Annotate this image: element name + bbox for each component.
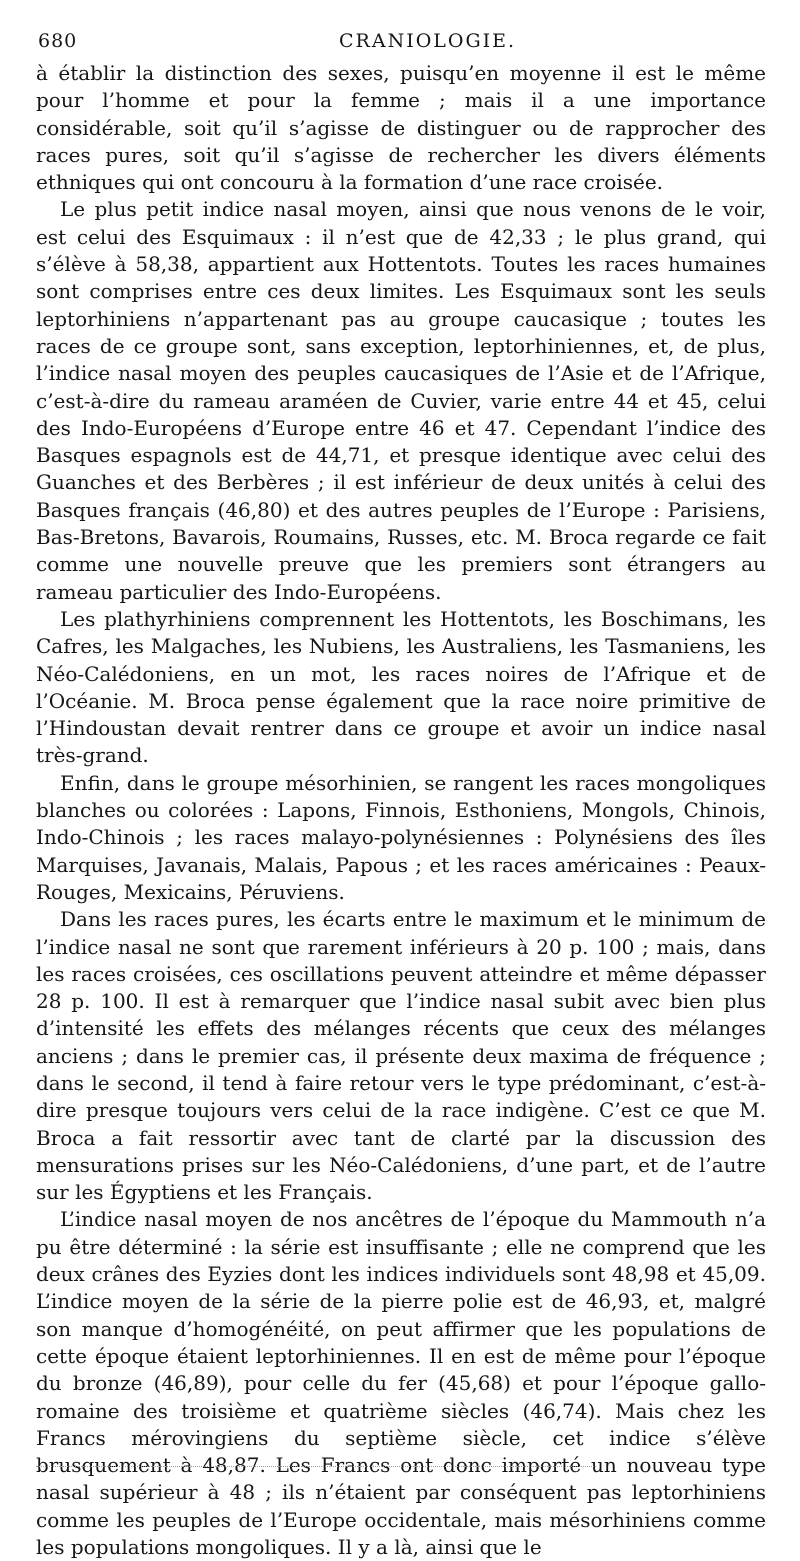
paragraph: Dans les races pures, les écarts entre le maximum et le minimum de l’indice nasal ne sont que rarement inférieurs à 20 p. 100 ; mais, dans les races croisées, ces oscillations peuvent atteindre et même dépasser 28 p. 100. Il est à remarquer que l’indice nasal subit avec bien plus d’intensité les effets des mélanges récents que ceux des mélanges anciens ; dans le premier cas, il présente deux maxima de fréquence ; dans le second, il tend à faire retour vers le type prédominant, c’est-à-dire presque toujours vers celui de la race indigène. C’est ce que M. Broca a fait ressortir avec tant de clarté par la discussion des mensurations prises sur les Néo-Calédoniens, d’une part, et de l’autre sur les Égyptiens et les Français. (36, 907, 766, 1205)
page-number: 680 (38, 30, 78, 52)
book-page (36, 0, 766, 1561)
footer-rule (36, 1466, 596, 1467)
body-text (36, 60, 766, 1561)
paragraph: Le plus petit indice nasal moyen, ainsi que nous venons de le voir, est celui des Esquimaux : il n’est que de 42,33 ; le plus grand, qui s’élève à 58,38, appartient aux Hottentots. Toutes les races humaines sont comprises entre ces deux limites. Les Esquimaux sont les seuls leptorhiniens n’appartenant pas au groupe caucasique ; toutes les races de ce groupe sont, sans exception, leptorhiniennes, et, de plus, l’indice nasal moyen des peuples caucasiques de l’Asie et de l’Afrique, c’est-à-dire du rameau araméen de Cuvier, varie entre 44 et 45, celui des Indo-Européens d’Europe entre 46 et 47. Cependant l’indice des Basques espagnols est de 44,71, et presque identique avec celui des Guanches et des Berbères ; il est inférieur de deux unités à celui des Basques français (46,80) et des autres peuples de l’Europe : Parisiens, Bas-Bretons, Bavarois, Roumains, Russes, etc. M. Broca regarde ce fait comme une nouvelle preuve que les premiers sont étrangers au rameau particulier des Indo-Européens. (36, 197, 766, 604)
paragraph-continued: à établir la distinction des sexes, puisqu’en moyenne il est le même pour l’homme et pour la femme ; mais il a une importance considérable, soit qu’il s’agisse de distinguer ou de rapprocher des races pures, soit qu’il s’agisse de rechercher les divers éléments ethniques qui ont concouru à la formation d’une race croisée. (36, 61, 766, 195)
page-header (36, 0, 766, 52)
paragraph: Enfin, dans le groupe mésorhinien, se rangent les races mongoliques blanches ou colorées : Lapons, Finnois, Esthoniens, Mongols, Chinois, Indo-Chinois ; les races malayo-polynésiennes : Polynésiens des îles Marquises, Javanais, Malais, Papous ; et les races américaines : Peaux-Rouges, Mexicains, Péruviens. (36, 770, 766, 904)
paragraph: Les plathyrhiniens comprennent les Hottentots, les Boschimans, les Cafres, les Malgaches, les Nubiens, les Australiens, les Tasmaniens, les Néo-Calédoniens, en un mot, les races noires de l’Afrique et de l’Océanie. M. Broca pense également que la race noire primitive de l’Hindoustan devait rentrer dans ce groupe et avoir un indice nasal très-grand. (36, 606, 766, 768)
running-title: CRANIOLOGIE. (339, 30, 517, 52)
paragraph: L’indice nasal moyen de nos ancêtres de l’époque du Mammouth n’a pu être déterminé : la série est insuffisante ; elle ne comprend que les deux crânes des Eyzies dont les indices individuels sont 48,98 et 45,09. L’indice moyen de la série de la pierre polie est de 46,93, et, malgré son manque d’homogénéité, on peut affirmer que les populations de cette époque étaient leptorhiniennes. Il en est de même pour l’époque du bronze (46,89), pour celle du fer (45,68) et pour l’époque gallo-romaine des troisième et quatrième siècles (46,74). Mais chez les Francs mérovingiens du septième siècle, cet indice s’élève brusquement à 48,87. Les Francs ont donc importé un nouveau type nasal supérieur à 48 ; ils n’étaient par conséquent pas leptorhiniens comme les peuples de l’Europe occidentale, mais mésorhiniens comme les populations mongoliques. Il y a là, ainsi que le (36, 1207, 766, 1560)
